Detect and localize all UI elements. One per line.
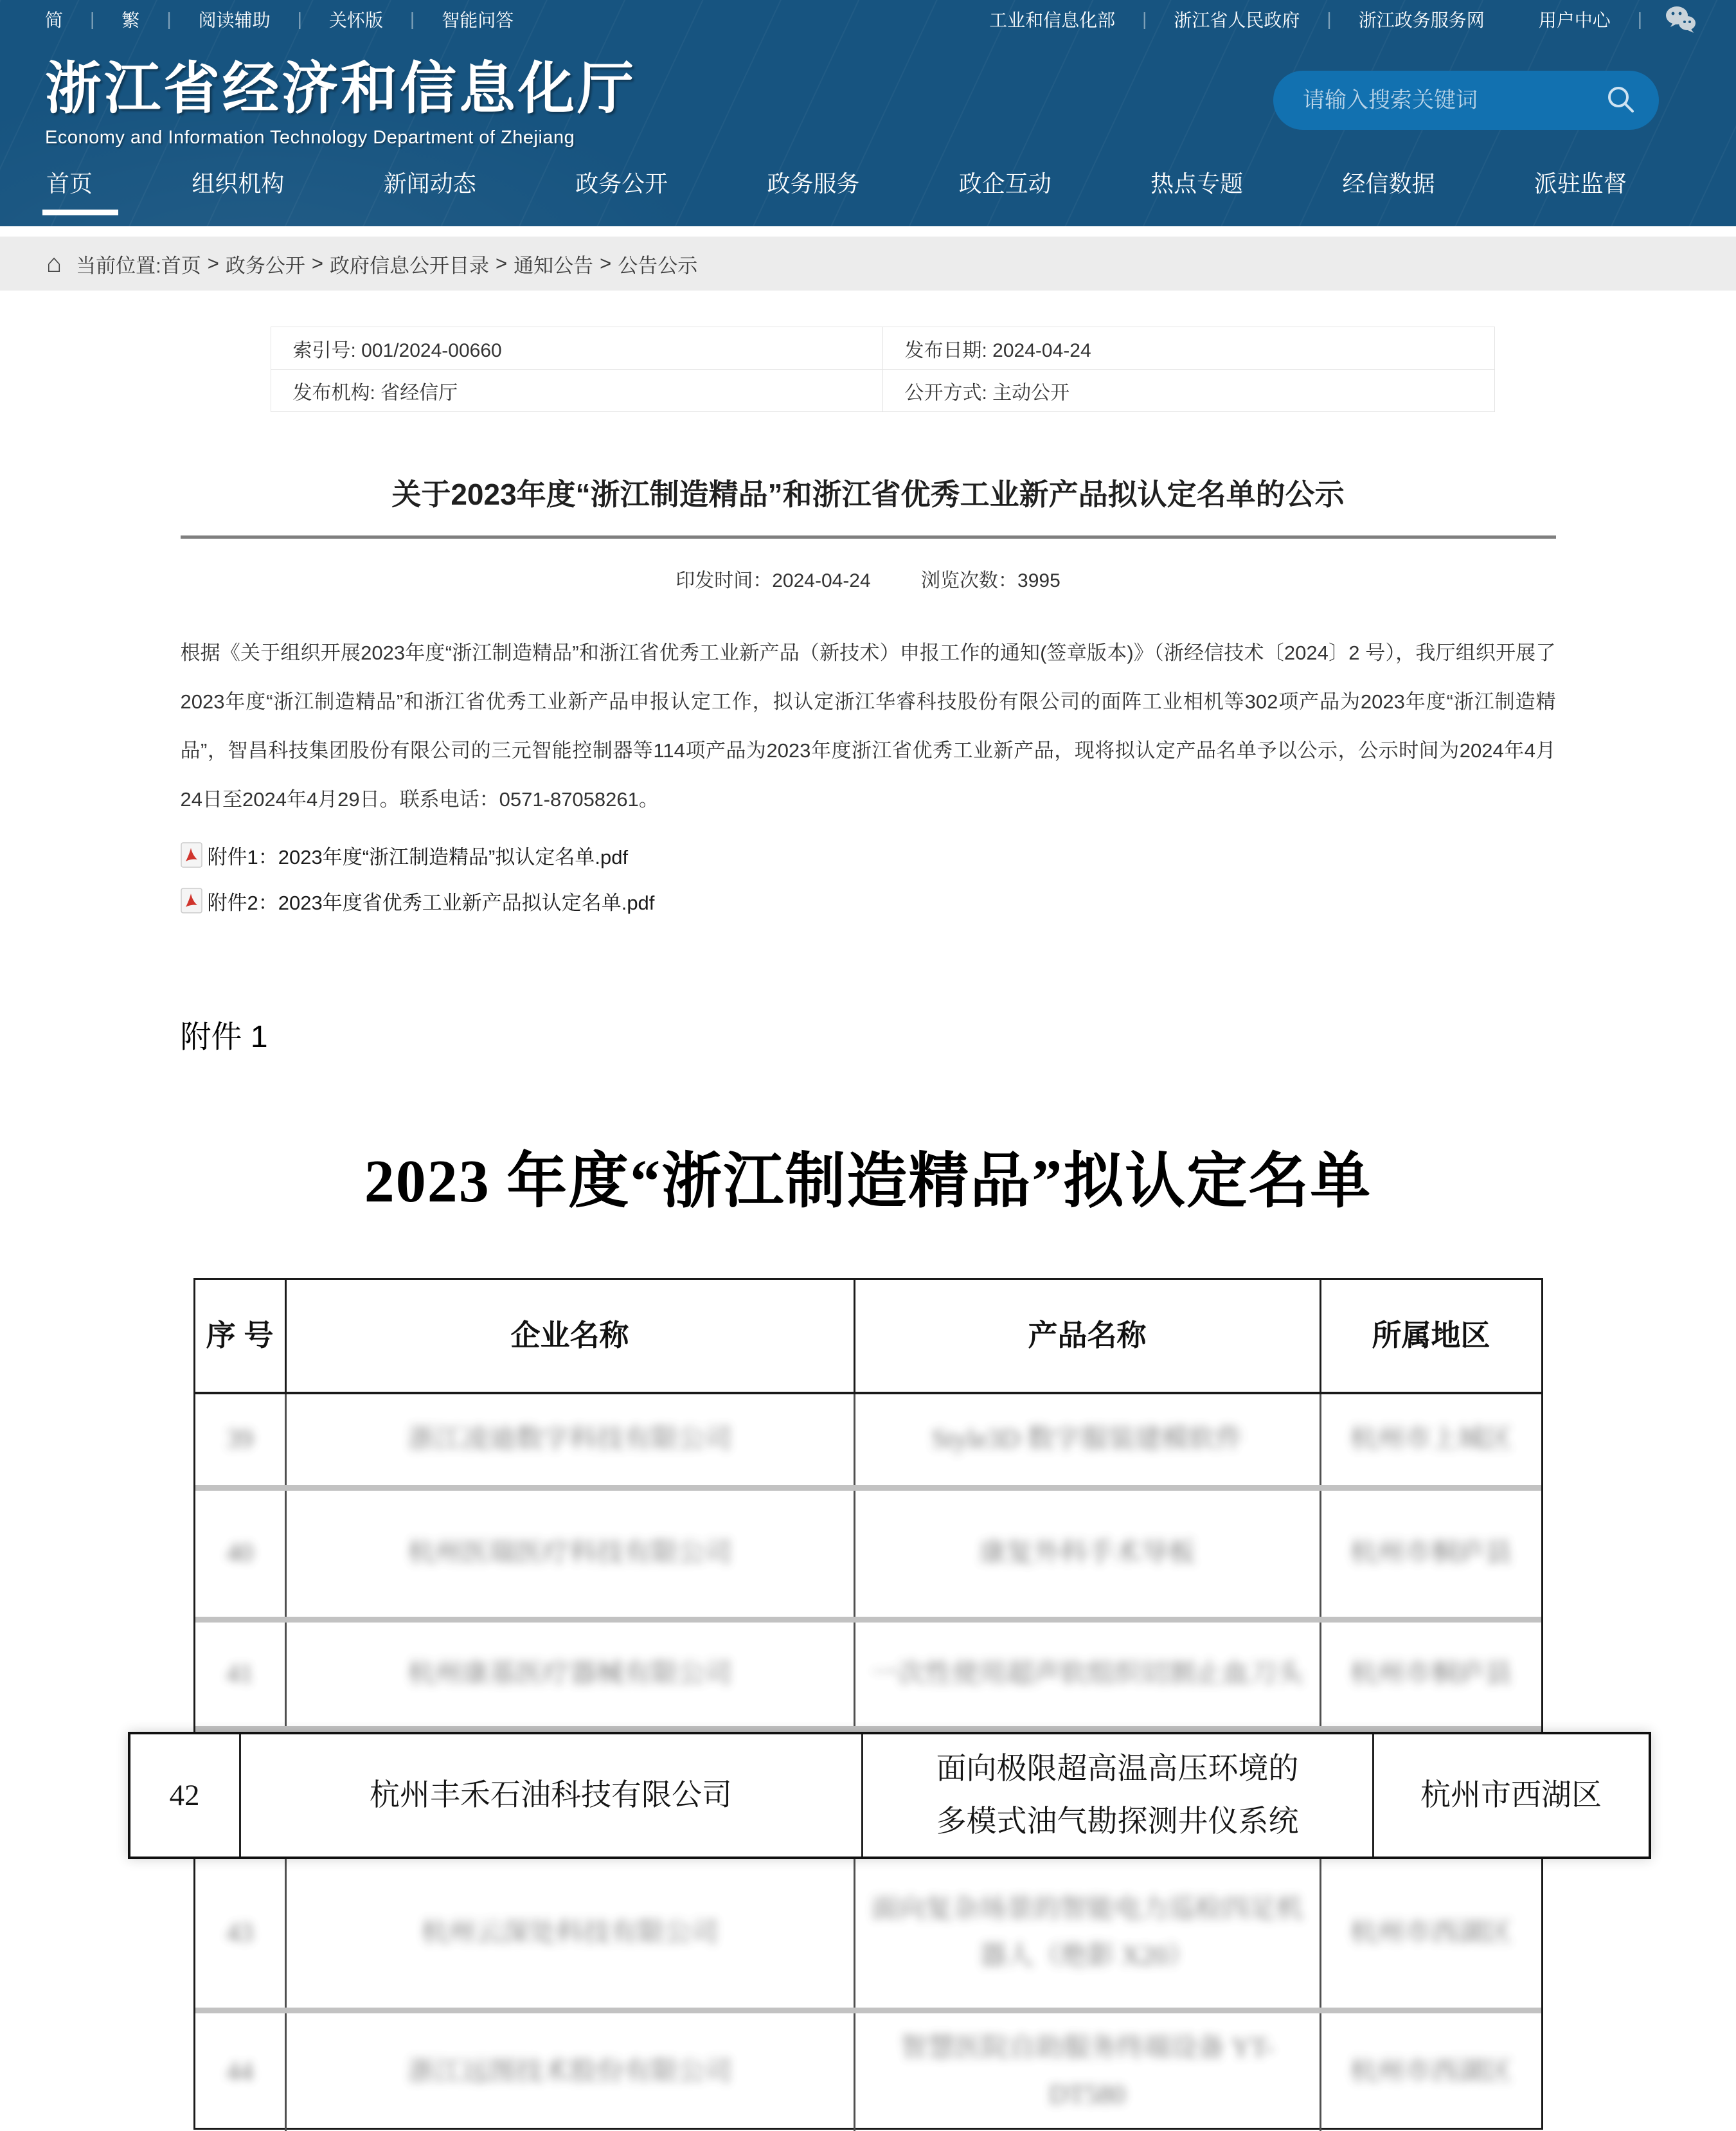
doc-meta-table bbox=[271, 327, 1495, 412]
highlighted-row-42 bbox=[128, 1732, 1651, 1859]
col-header-region: 所属地区 bbox=[1372, 1318, 1490, 1353]
nav-gov-disclosure[interactable]: 政务公开 bbox=[575, 170, 668, 197]
pdf-icon bbox=[181, 888, 202, 913]
pdf-icon bbox=[181, 842, 202, 868]
row-company: 杭州云深处科技有限公司 bbox=[421, 1918, 719, 1948]
annex-label: 附件 1 bbox=[180, 1020, 268, 1054]
title-divider bbox=[181, 535, 1556, 539]
row-company: 浙江远图技术股份有限公司 bbox=[407, 2056, 732, 2087]
search-box bbox=[1273, 71, 1659, 130]
doc-open-mode: 公开方式: 主动公开 bbox=[882, 370, 1494, 412]
table-header-row bbox=[195, 1280, 1541, 1394]
link-user-center[interactable]: 用户中心 bbox=[1538, 10, 1611, 30]
top-links-left bbox=[45, 6, 541, 32]
table-row bbox=[195, 1491, 1541, 1623]
row-region: 杭州市西湖区 bbox=[1350, 1918, 1512, 1948]
nav-interaction[interactable]: 政企互动 bbox=[958, 170, 1051, 197]
row-no: 44 bbox=[226, 2056, 253, 2087]
doc-pub-date: 发布日期: 2024-04-24 bbox=[882, 327, 1494, 370]
row-product: 康复外科手术导板 bbox=[979, 1538, 1195, 1568]
row-product: 智慧医院自助服务终端设备 YT-DT580 bbox=[900, 2033, 1274, 2110]
table-row bbox=[195, 1394, 1541, 1491]
link-reading-aid[interactable]: 阅读辅助 bbox=[198, 10, 271, 30]
row-no: 40 bbox=[226, 1538, 253, 1568]
row-region: 杭州市桐庐县 bbox=[1350, 1538, 1512, 1568]
row-company: 杭州丰禾石油科技有限公司 bbox=[241, 1734, 863, 1857]
main-nav bbox=[0, 154, 1736, 226]
link-smart-qa[interactable]: 智能问答 bbox=[442, 10, 514, 30]
breadcrumb-separator: > bbox=[600, 252, 612, 274]
search-input[interactable] bbox=[1303, 88, 1605, 113]
article-paragraph: 根据《关于组织开展2023年度“浙江制造精品”和浙江省优秀工业新产品（新技术）申报工作的通知(签章版本)》（浙经信技术〔2024〕2 号），我厅组织开展了2023年度“浙江制造精品”和浙江省优秀工业新产品申报认定工作，拟认定浙江华睿科技股份有限公司的面阵工业相机等302项产品为2023年度“浙江制造精品”，智昌科技集团股份有限公司的三元智能控制器等114项产品为2023年度浙江省优秀工业新产品，现将拟认定产品名单予以公示，公示时间为2024年4月24日至2024年4月29日。联系电话：0571-87058261。 bbox=[180, 642, 1556, 811]
breadcrumb-home[interactable]: 首页 bbox=[161, 254, 201, 277]
home-icon: ⌂ bbox=[46, 249, 62, 278]
nav-home[interactable]: 首页 bbox=[46, 166, 93, 215]
row-company: 浙江凌迪数字科技有限公司 bbox=[407, 1424, 732, 1454]
col-header-product: 产品名称 bbox=[855, 1280, 1321, 1392]
row-region: 杭州市西湖区 bbox=[1350, 2056, 1512, 2087]
table-row bbox=[195, 1859, 1541, 2013]
row-product: 面向复杂场景的智能电力巡检四足机器人（绝影 X20） bbox=[871, 1894, 1303, 1972]
row-region: 杭州市上城区 bbox=[1350, 1424, 1512, 1454]
attachments bbox=[181, 841, 1556, 915]
article-meta bbox=[181, 564, 1556, 593]
breadcrumb-catalog[interactable]: 政府信息公开目录 bbox=[330, 254, 490, 277]
attachment-link-1[interactable] bbox=[181, 841, 1556, 870]
divider: | bbox=[1142, 9, 1147, 29]
doc-index-no: 索引号: 001/2024-00660 bbox=[271, 327, 882, 370]
brand-row bbox=[0, 30, 1736, 147]
row-product: 一次性使用超声软组织切割止血刀头 bbox=[871, 1659, 1303, 1689]
attachment-label: 附件1：2023年度“浙江制造精品”拟认定名单.pdf bbox=[207, 845, 629, 868]
row-no: 43 bbox=[226, 1918, 253, 1948]
annex-title: 2023 年度“浙江制造精品”拟认定名单 bbox=[364, 1147, 1372, 1215]
link-miit[interactable]: 工业和信息化部 bbox=[989, 10, 1116, 30]
link-care-version[interactable]: 关怀版 bbox=[328, 10, 383, 30]
table-row bbox=[195, 2013, 1541, 2128]
attachment-link-2[interactable] bbox=[181, 886, 1556, 915]
row-company: 杭州医瑞医疗科技有限公司 bbox=[407, 1538, 732, 1568]
search-icon bbox=[1605, 84, 1637, 118]
row-no: 41 bbox=[226, 1659, 253, 1689]
site-header bbox=[0, 0, 1736, 226]
top-bar bbox=[0, 0, 1736, 30]
row-company: 杭州康基医疗器械有限公司 bbox=[407, 1659, 732, 1689]
breadcrumb-gov-disclosure[interactable]: 政务公开 bbox=[225, 254, 305, 277]
wechat-icon[interactable] bbox=[1664, 5, 1697, 33]
print-time: 印发时间：2024-04-24 bbox=[676, 570, 871, 591]
row-no: 42 bbox=[130, 1734, 241, 1857]
link-zj-service[interactable]: 浙江政务服务网 bbox=[1358, 10, 1485, 30]
divider: | bbox=[90, 9, 95, 29]
nav-supervision[interactable]: 派驻监督 bbox=[1534, 170, 1627, 197]
link-traditional[interactable]: 繁 bbox=[121, 10, 140, 30]
row-product: Style3D 数字服装建模软件 bbox=[931, 1424, 1243, 1454]
nav-hot-topics[interactable]: 热点专题 bbox=[1150, 170, 1244, 197]
divider: | bbox=[166, 9, 172, 29]
row-region: 杭州市桐庐县 bbox=[1350, 1659, 1512, 1689]
top-links-right bbox=[989, 5, 1697, 33]
breadcrumb-separator: > bbox=[496, 252, 508, 274]
row-no: 39 bbox=[226, 1424, 253, 1454]
site-name-en: Economy and Information Technology Department of Zhejiang bbox=[45, 127, 575, 148]
col-header-no: 序 号 bbox=[195, 1280, 287, 1392]
nav-organization[interactable]: 组织机构 bbox=[192, 170, 285, 197]
row-product: 面向极限超高温高压环境的 多模式油气勘探测井仪系统 bbox=[863, 1734, 1374, 1857]
attachment-label: 附件2：2023年度省优秀工业新产品拟认定名单.pdf bbox=[207, 891, 655, 914]
nav-gov-service[interactable]: 政务服务 bbox=[767, 170, 860, 197]
doc-pub-org: 发布机构: 省经信厅 bbox=[271, 370, 882, 412]
breadcrumb-separator: > bbox=[207, 252, 219, 274]
row-region: 杭州市西湖区 bbox=[1420, 1778, 1602, 1812]
breadcrumb-notices[interactable]: 通知公告 bbox=[514, 254, 594, 277]
col-header-company: 企业名称 bbox=[287, 1280, 855, 1392]
table-row bbox=[195, 1623, 1541, 1732]
breadcrumb-separator: > bbox=[311, 252, 324, 274]
link-simplified[interactable]: 简 bbox=[45, 10, 64, 30]
site-logo[interactable] bbox=[45, 57, 637, 148]
nav-data[interactable]: 经信数据 bbox=[1342, 170, 1435, 197]
divider: | bbox=[409, 9, 415, 29]
link-zj-gov[interactable]: 浙江省人民政府 bbox=[1174, 10, 1300, 30]
page-title: 关于2023年度“浙江制造精品”和浙江省优秀工业新产品拟认定名单的公示 bbox=[391, 478, 1345, 511]
divider: | bbox=[1327, 9, 1332, 29]
divider: | bbox=[1637, 9, 1642, 29]
divider: | bbox=[297, 9, 302, 29]
view-count: 浏览次数：3995 bbox=[921, 570, 1060, 591]
breadcrumb-strip bbox=[0, 237, 1736, 291]
breadcrumb-announcements[interactable]: 公告公示 bbox=[618, 254, 698, 277]
breadcrumb bbox=[76, 249, 697, 278]
nav-news[interactable]: 新闻动态 bbox=[383, 170, 476, 197]
breadcrumb-prefix: 当前位置: bbox=[76, 254, 161, 277]
article-content bbox=[169, 327, 1602, 2130]
site-name: 浙江省经济和信息化厅 bbox=[45, 57, 637, 120]
product-list-table bbox=[169, 1278, 1602, 2130]
search-button[interactable] bbox=[1605, 84, 1637, 118]
